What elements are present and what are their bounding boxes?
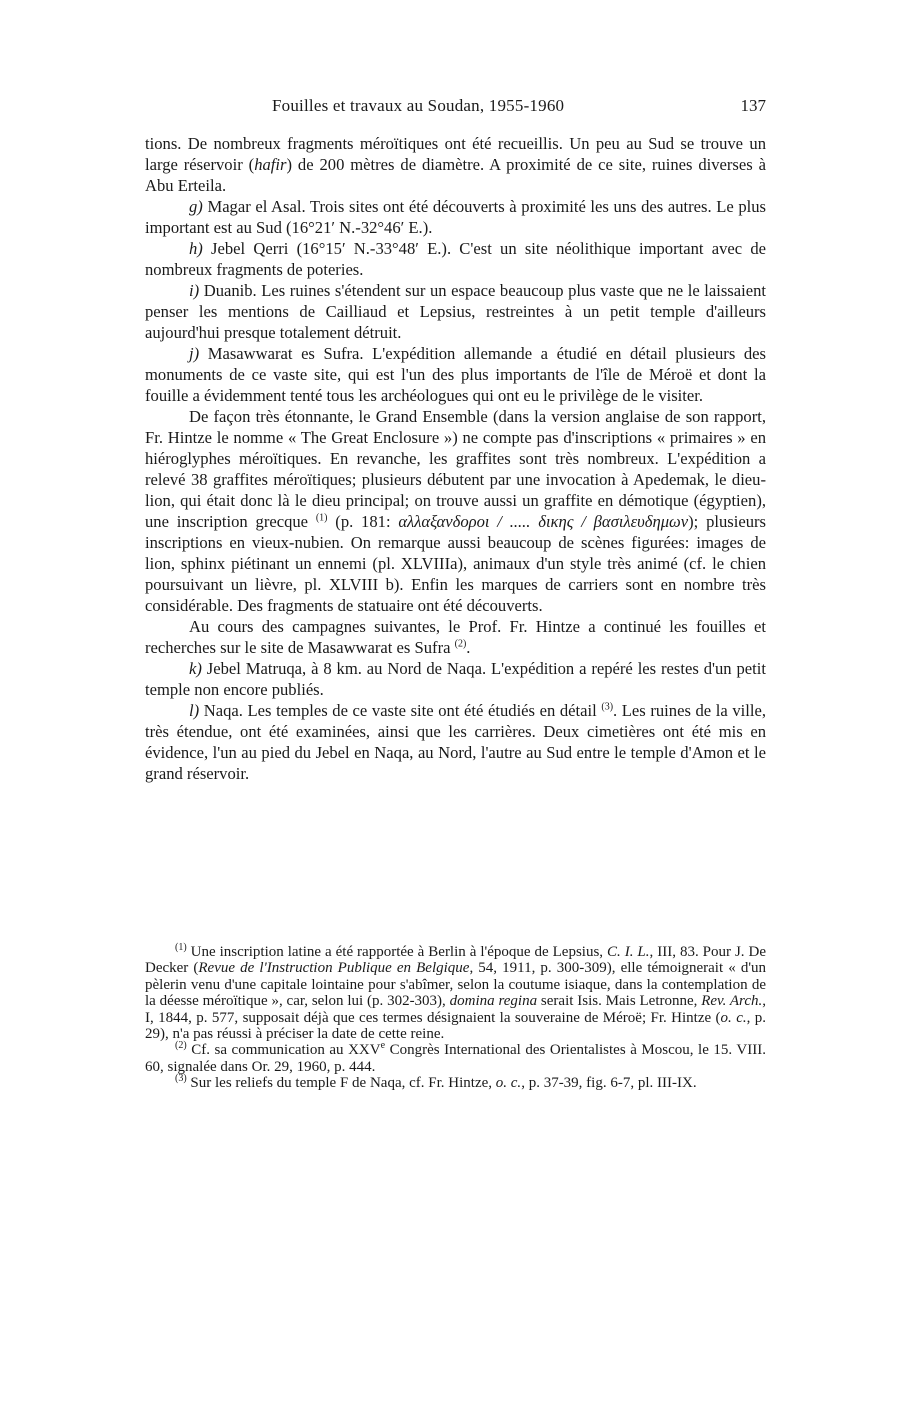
- running-header: [145, 96, 766, 124]
- main-text: [145, 133, 766, 784]
- paragraph-campaigns: Au cours des campagnes suivantes, le Prof. Fr. Hintze a continué les fouilles et recherches sur le site de Masawwarat es Sufra $^{(2)}$.: [145, 617, 766, 657]
- paragraph-inscriptions: De façon très étonnante, le Grand Ensemble (dans la version anglaise de son rapport, Fr. Hintze le nomme « The Great Enclosure ») ne compte pas d'inscriptions « primaires » en hiéroglyphes méroïtiques. En revanche, les graffites sont très nombreux. L'expédition a relevé 38 graffites méroïtiques; plusieurs débutent par une invocation à Apedemak, le dieu-lion, qui était donc là le dieu principal; on trouve aussi un graffite en démotique (égyptien), une inscription grecque $^{(1)}$ (p. 181: αλλαξανδοροι / ..... δικης / βασιλευδημων); plusieurs inscriptions en vieux-nubien. On remarque aussi beaucoup de scènes figurées: images de lion, sphinx piétinant un ennemi (pl. XLVIIIa), animaux d'un style très animé (cf. le chien poursuivant un lièvre, pl. XLVIII b). Enfin les marques de carriers sont en nombre très considérable. Des fragments de statuaire ont été découverts.: [145, 407, 766, 615]
- footnote-2: $^{(2)}$ Cf. sa communication au XXVe Congrès International des Orientalistes à Moscou, le 15. VIII. 60, signalée dans Or. 29, 1960, p. 444.: [145, 1040, 766, 1075]
- paragraph-continuation: tions. De nombreux fragments méroïtiques ont été recueillis. Un peu au Sud se trouve un large réservoir (hafir) de 200 mètres de diamètre. A proximité de ce site, ruines diverses à Abu Erteila.: [145, 134, 766, 195]
- paragraph-i: i) Duanib. Les ruines s'étendent sur un espace beaucoup plus vaste que ne le laissaient penser les mentions de Cailliaud et Lepsius, restreintes à un petit temple d'ailleurs aujourd'hui presque totalement détruit.: [145, 281, 766, 342]
- footnote-mark: (3): [175, 1073, 187, 1085]
- paragraph-j: j) Masawwarat es Sufra. L'expédition allemande a étudié en détail plusieurs des monuments de ce vaste site, qui est l'un des plus importants de l'île de Méroë et dont la fouille a évidemment tenté tous les archéologues qui ont eu le privilège de le visiter.: [145, 344, 766, 405]
- paragraph-k: k) Jebel Matruqa, à 8 km. au Nord de Naqa. L'expédition a repéré les restes d'un petit temple non encore publiés.: [145, 659, 766, 699]
- paragraph-g: g) Magar el Asal. Trois sites ont été découverts à proximité les uns des autres. Le plus important est au Sud (16°21′ N.-32°46′ E.).: [145, 197, 766, 237]
- footnote-ref: (3): [601, 701, 614, 713]
- footnote-3: $^{(3)}$ Sur les reliefs du temple F de Naqa, cf. Fr. Hintze, o. c., p. 37-39, fig. 6-7, pl. III-IX.: [175, 1073, 697, 1092]
- paragraph-l: l) Naqa. Les temples de ce vaste site ont été étudiés en détail $^{(3)}$. Les ruines de la ville, très étendue, ont été examinées, ainsi que les carrières. Deux cimetières ont été mis en évidence, l'un au pied du Jebel en Naqa, au Nord, l'autre au Sud entre le temple d'Amon et le grand réservoir.: [145, 701, 766, 783]
- item-label: i): [189, 281, 200, 300]
- greek-inscription: αλλαξανδοροι / ..... δικης / βασιλευδημων: [398, 512, 689, 531]
- item-label: g): [189, 197, 203, 216]
- footnotes: [145, 944, 766, 1092]
- item-label: l): [189, 701, 200, 720]
- item-label: k): [189, 659, 202, 678]
- footnote-mark: (1): [175, 942, 187, 953]
- footnote-ref: (1): [315, 512, 328, 524]
- paragraph-h: h) Jebel Qerri (16°15′ N.-33°48′ E.). C'est un site néolithique important avec de nombreux fragments de poteries.: [145, 239, 766, 279]
- item-label: h): [189, 239, 203, 258]
- item-label: j): [189, 344, 200, 363]
- footnote-ref: (2): [454, 638, 467, 650]
- running-title: Fouilles et travaux au Soudan, 1955-1960: [272, 96, 565, 115]
- italic-term: hafir: [254, 155, 287, 174]
- page-number: 137: [740, 96, 766, 115]
- footnote-mark: (2): [175, 1040, 187, 1052]
- footnote-1: $^{(1)}$ Une inscription latine a été rapportée à Berlin à l'époque de Lepsius, C. I. L., III, 83. Pour J. De Decker (Revue de l'Instruction Publique en Belgique, 54, 1911, p. 300-309), elle témoignerait « d'un pèlerin venu d'une capitale lointaine pour s'abîmer, selon la coutume isiaque, dans la contemplation de la déesse méroïtique », car, selon lui (p. 302-303), domina regina serait Isis. Mais Letronne, Rev. Arch., I, 1844, p. 577, supposait déjà que ces termes désignaient la souveraine de Méroë; Fr. Hintze (o. c., p. 29), n'a pas réussi à préciser la date de cette reine.: [145, 942, 767, 1043]
